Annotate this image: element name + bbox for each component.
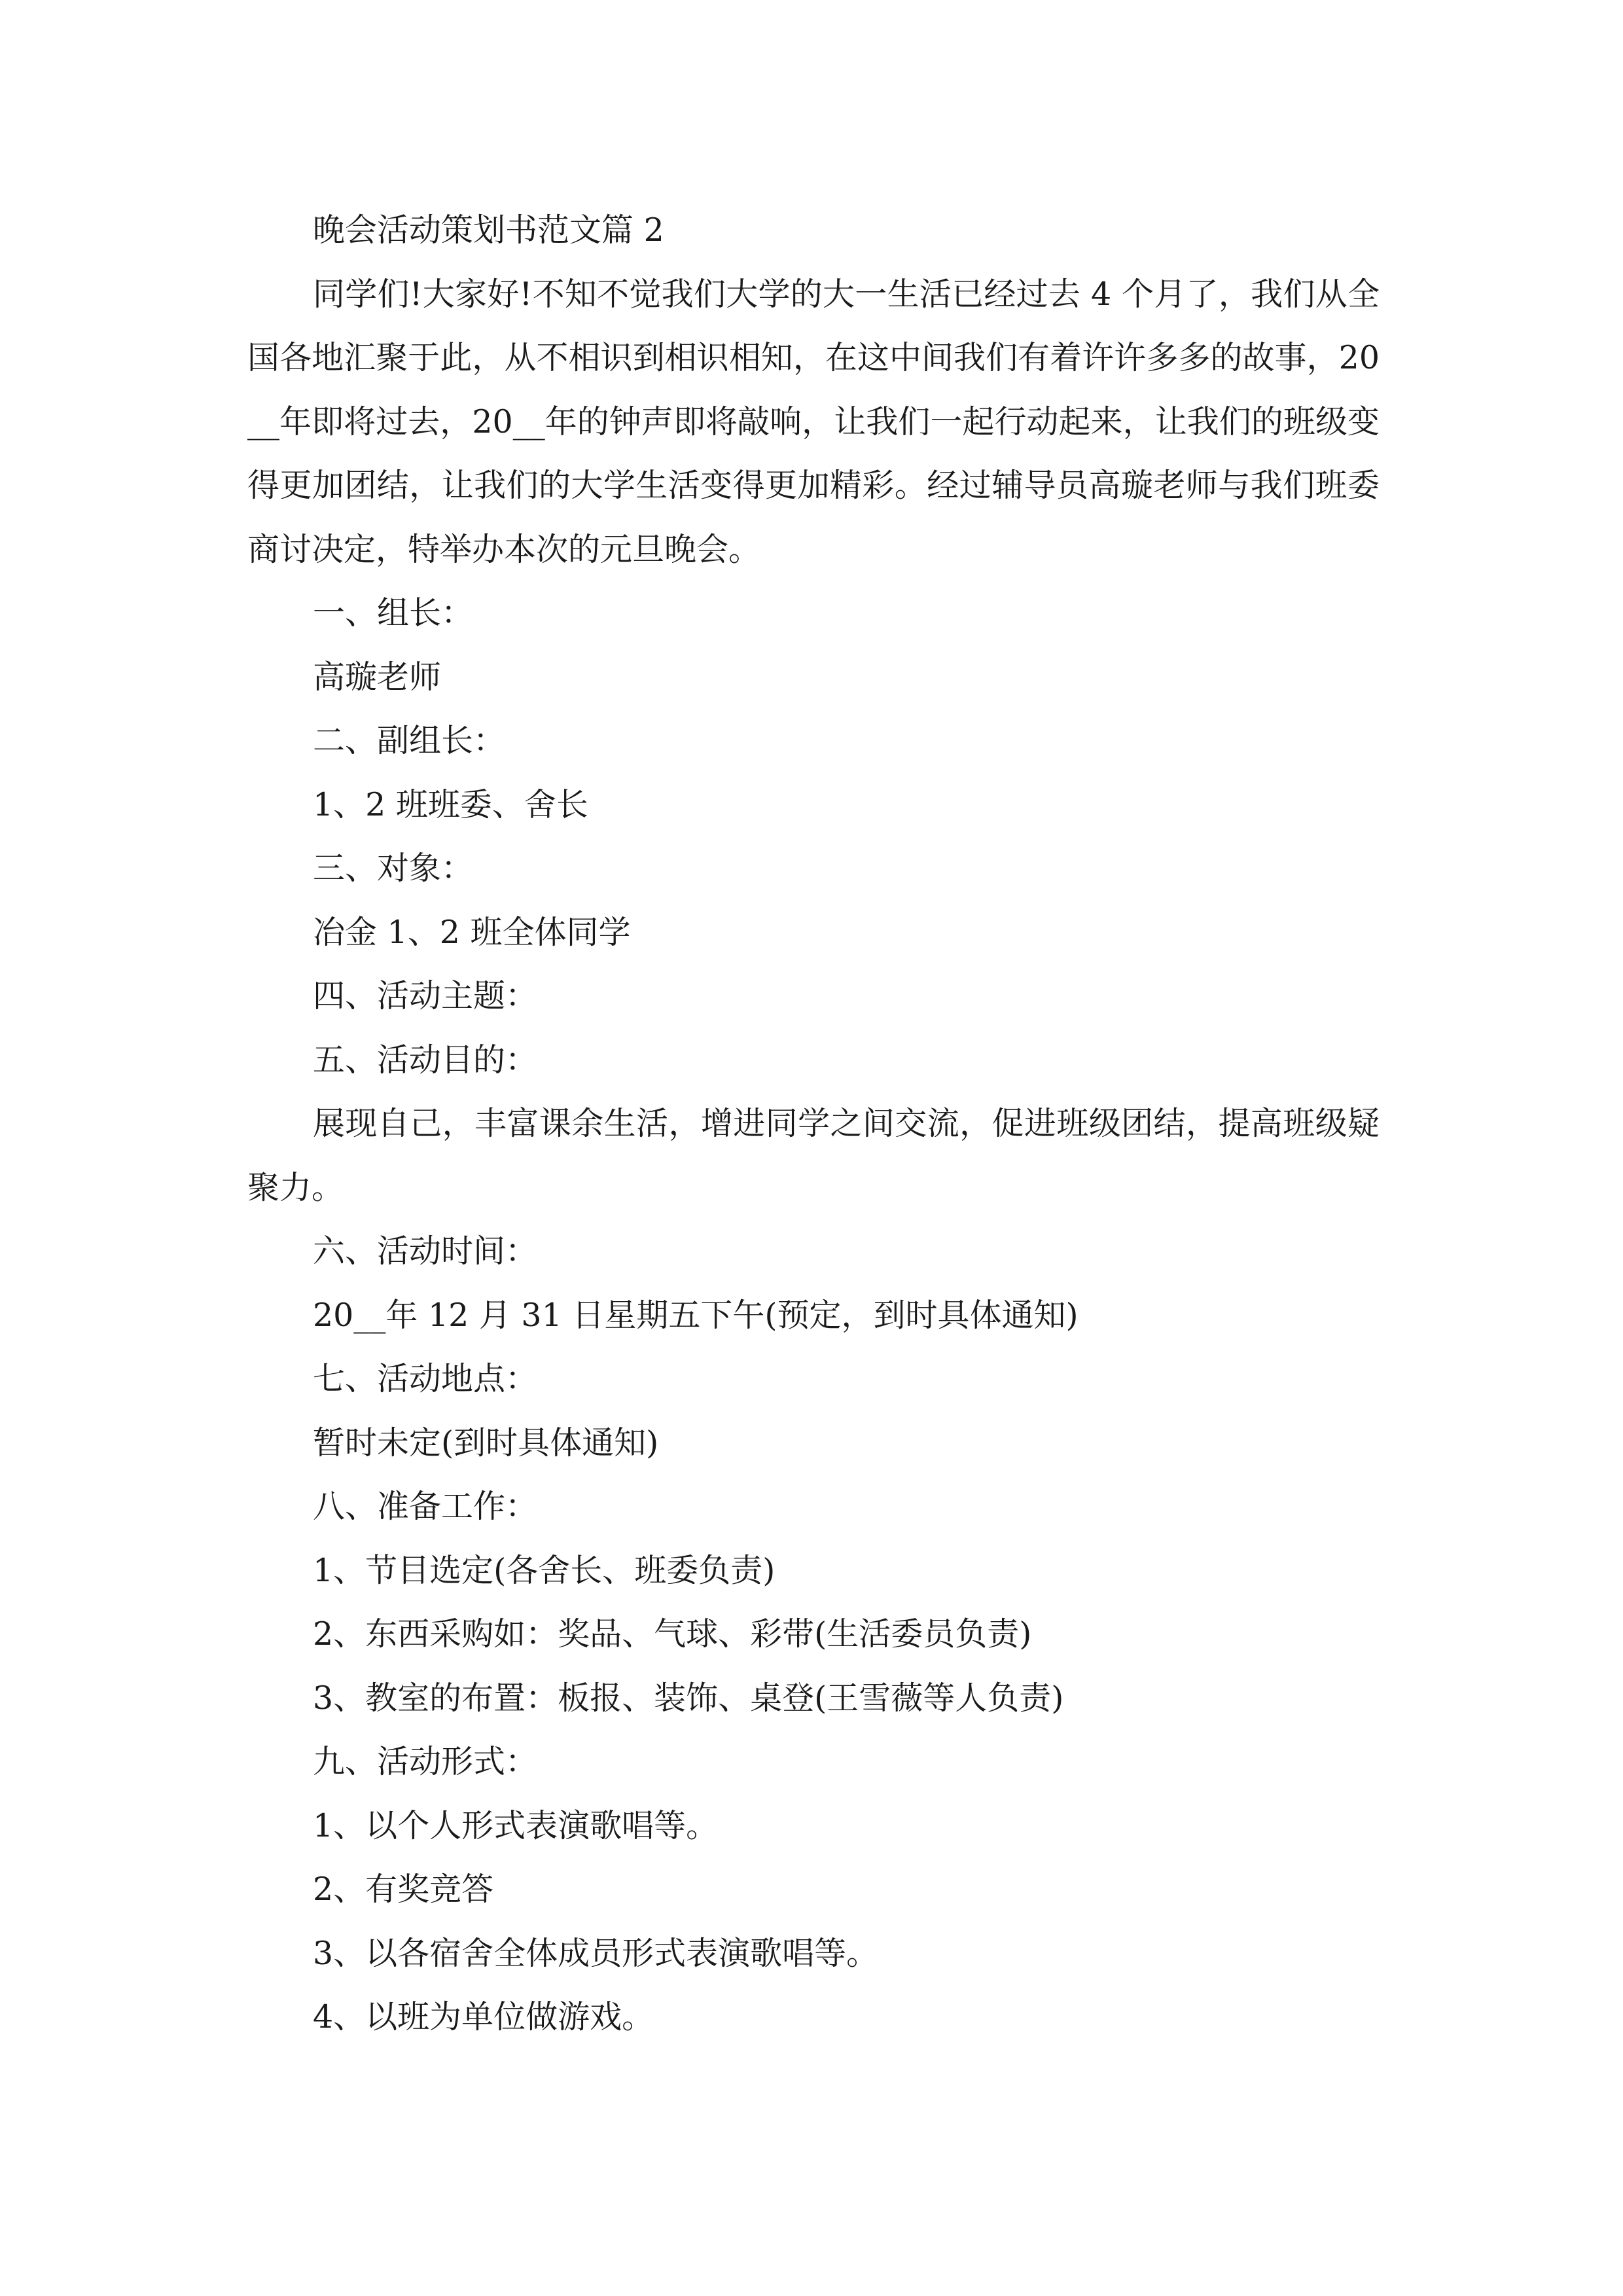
format-item-1: 1、以个人形式表演歌唱等。 bbox=[313, 1806, 719, 1844]
preparation-item-1: 1、节目选定(各舍长、班委负责) bbox=[313, 1551, 776, 1589]
intro-paragraph: 同学们!大家好!不知不觉我们大学的大一生活已经过去 4 个月了，我们从全国各地汇聚于此，从不相识到相识相知，在这中间我们有着许许多多的故事，20__年即将过去，20__年的钟声即将敲响，让我们一起行动起来，让我们的班级变得更加团结，让我们的大学生活变得更加精彩。经过辅导员高璇老师与我们班委商讨决定，特举办本次的元旦晚会。 bbox=[247, 275, 1380, 568]
section-heading-audience: 三、对象： bbox=[313, 850, 474, 887]
section-heading-purpose: 五、活动目的： bbox=[313, 1041, 538, 1079]
section-heading-preparation: 八、准备工作： bbox=[313, 1488, 538, 1525]
section-heading-format: 九、活动形式： bbox=[313, 1743, 538, 1780]
section-heading-location: 七、活动地点： bbox=[313, 1360, 538, 1397]
section-heading-leader: 一、组长： bbox=[313, 594, 474, 632]
section-heading-theme: 四、活动主题： bbox=[313, 977, 538, 1014]
document-body bbox=[247, 198, 1380, 2049]
vice-leader-text: 1、2 班班委、舍长 bbox=[313, 785, 588, 823]
format-item-3: 3、以各宿舍全体成员形式表演歌唱等。 bbox=[313, 1934, 879, 1972]
section-heading-vice-leader: 二、副组长： bbox=[313, 722, 506, 759]
preparation-item-2: 2、东西采购如：奖品、气球、彩带(生活委员负责) bbox=[313, 1615, 1032, 1653]
location-text: 暂时未定(到时具体通知) bbox=[313, 1424, 659, 1462]
format-item-2: 2、有奖竞答 bbox=[313, 1871, 494, 1908]
purpose-paragraph: 展现自己，丰富课余生活，增进同学之间交流，促进班级团结，提高班级疑聚力。 bbox=[247, 1105, 1380, 1206]
time-text: 20__年 12 月 31 日星期五下午(预定，到时具体通知) bbox=[313, 1296, 1079, 1334]
preparation-item-3: 3、教室的布置：板报、装饰、桌登(王雪薇等人负责) bbox=[313, 1679, 1064, 1717]
format-item-4: 4、以班为单位做游戏。 bbox=[313, 1998, 654, 2036]
audience-text: 冶金 1、2 班全体同学 bbox=[313, 913, 631, 951]
leader-name: 高璇老师 bbox=[313, 658, 442, 696]
document-title: 晚会活动策划书范文篇 2 bbox=[313, 211, 664, 249]
section-heading-time: 六、活动时间： bbox=[313, 1232, 538, 1270]
